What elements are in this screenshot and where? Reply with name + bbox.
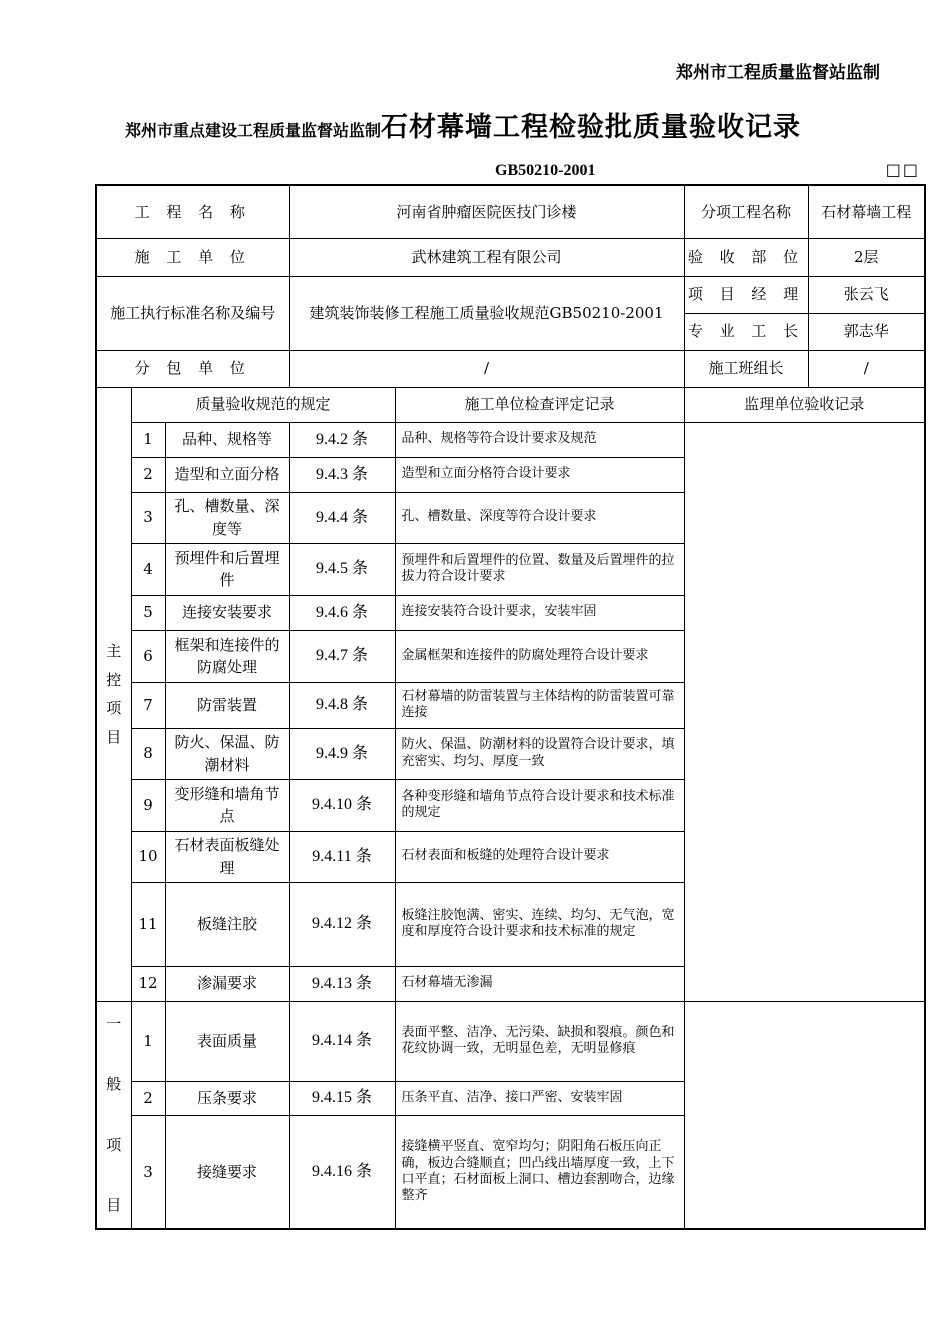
spec-column-header: 质量验收规范的规定 [131,387,395,422]
team-leader-value: / [808,350,925,387]
item-number: 10 [131,831,165,882]
record-number-boxes: □□ [885,160,920,179]
item-record: 石材表面和板缝的处理符合设计要求 [395,831,684,882]
item-name: 预埋件和后置埋件 [165,543,289,595]
item-clause: 9.4.13 条 [289,966,395,1001]
item-clause: 9.4.2 条 [289,422,395,457]
item-name: 接缝要求 [165,1115,289,1229]
title-prefix: 郑州市重点建设工程质量监督站监制 [125,121,382,140]
item-number: 4 [131,543,165,595]
item-name: 变形缝和墙角节点 [165,779,289,831]
team-leader-label: 施工班组长 [684,350,808,387]
foreman-label: 专 业 工 长 [684,313,808,350]
item-number: 7 [131,682,165,728]
item-clause: 9.4.6 条 [289,595,395,630]
project-name-value: 河南省肿瘤医院医技门诊楼 [289,185,684,238]
row-contractor [96,238,925,276]
row-subcontractor [96,350,925,387]
inspection-part-label: 验 收 部 位 [684,238,808,276]
issuer-note: 郑州市工程质量监督站监制 [676,63,880,83]
item-name: 压条要求 [165,1081,289,1115]
item-number: 2 [131,1081,165,1115]
row-standard-a [96,276,925,313]
item-record: 孔、槽数量、深度等符合设计要求 [395,492,684,543]
item-number: 9 [131,779,165,831]
inspection-part-value: 2层 [808,238,925,276]
supervisor-general-record [684,1001,925,1229]
item-record: 金属框架和连接件的防腐处理符合设计要求 [395,630,684,682]
manager-value: 张云飞 [808,276,925,313]
item-clause: 9.4.8 条 [289,682,395,728]
item-record: 表面平整、洁净、无污染、缺损和裂痕。颜色和花纹协调一致，无明显色差，无明显修痕 [395,1001,684,1081]
item-number: 5 [131,595,165,630]
item-record: 品种、规格等符合设计要求及规范 [395,422,684,457]
item-record: 造型和立面分格符合设计要求 [395,457,684,492]
item-name: 渗漏要求 [165,966,289,1001]
item-record: 石材幕墙的防雷装置与主体结构的防雷装置可靠连接 [395,682,684,728]
item-number: 8 [131,728,165,779]
item-name: 石材表面板缝处理 [165,831,289,882]
contractor-value: 武林建筑工程有限公司 [289,238,684,276]
table-row [96,422,925,457]
item-clause: 9.4.4 条 [289,492,395,543]
subcontractor-value: / [289,350,684,387]
item-number: 11 [131,882,165,966]
row-column-headers [96,387,925,422]
item-number: 12 [131,966,165,1001]
item-number: 1 [131,1001,165,1081]
item-clause: 9.4.9 条 [289,728,395,779]
standard-code: GB50210-2001 [495,162,596,179]
page-title: 石材幕墙工程检验批质量验收记录 [381,112,802,143]
item-number: 3 [131,1115,165,1229]
standard-label: 施工执行标准名称及编号 [96,276,289,350]
item-name: 连接安装要求 [165,595,289,630]
item-record: 压条平直、洁净、接口严密、安装牢固 [395,1081,684,1115]
item-number: 3 [131,492,165,543]
project-name-label: 工 程 名 称 [96,185,289,238]
item-clause: 9.4.11 条 [289,831,395,882]
item-record: 预埋件和后置埋件的位置、数量及后置埋件的拉拔力符合设计要求 [395,543,684,595]
title-row [125,105,801,144]
contractor-record-header: 施工单位检查评定记录 [395,387,684,422]
row-project-name [96,185,925,238]
supervisor-record-header: 监理单位验收记录 [684,387,925,422]
manager-label: 项 目 经 理 [684,276,808,313]
item-name: 孔、槽数量、深度等 [165,492,289,543]
table-row [96,1001,925,1081]
item-clause: 9.4.3 条 [289,457,395,492]
item-clause: 9.4.14 条 [289,1001,395,1081]
general-items-group-label: 一 般 项 目 [96,1001,131,1229]
item-name: 框架和连接件的防腐处理 [165,630,289,682]
item-record: 防火、保温、防潮材料的设置符合设计要求，填充密实、均匀、厚度一致 [395,728,684,779]
item-name: 品种、规格等 [165,422,289,457]
item-record: 各种变形缝和墙角节点符合设计要求和技术标准的规定 [395,779,684,831]
subcontractor-label: 分 包 单 位 [96,350,289,387]
item-number: 1 [131,422,165,457]
item-clause: 9.4.10 条 [289,779,395,831]
sub-project-label: 分项工程名称 [684,185,808,238]
sub-project-value: 石材幕墙工程 [808,185,925,238]
standard-value: 建筑装饰装修工程施工质量验收规范GB50210-2001 [289,276,684,350]
item-clause: 9.4.5 条 [289,543,395,595]
item-name: 板缝注胶 [165,882,289,966]
supervisor-main-record [684,422,925,1001]
item-record: 板缝注胶饱满、密实、连续、均匀、无气泡，宽度和厚度符合设计要求和技术标准的规定 [395,882,684,966]
item-record: 石材幕墙无渗漏 [395,966,684,1001]
item-name: 造型和立面分格 [165,457,289,492]
contractor-label: 施 工 单 位 [96,238,289,276]
inspection-record-table [95,184,926,1230]
item-number: 6 [131,630,165,682]
foreman-value: 郭志华 [808,313,925,350]
item-clause: 9.4.12 条 [289,882,395,966]
main-items-group-label: 主 控 项 目 [96,387,131,1001]
item-record: 接缝横平竖直、宽窄均匀；阴阳角石板压向正确，板边合缝顺直；凹凸线出墙厚度一致，上下口平直；石材面板上洞口、槽边套割吻合，边缘整齐 [395,1115,684,1229]
item-record: 连接安装符合设计要求，安装牢固 [395,595,684,630]
item-number: 2 [131,457,165,492]
item-clause: 9.4.15 条 [289,1081,395,1115]
item-clause: 9.4.16 条 [289,1115,395,1229]
item-name: 防雷装置 [165,682,289,728]
item-name: 表面质量 [165,1001,289,1081]
item-clause: 9.4.7 条 [289,630,395,682]
item-name: 防火、保温、防潮材料 [165,728,289,779]
